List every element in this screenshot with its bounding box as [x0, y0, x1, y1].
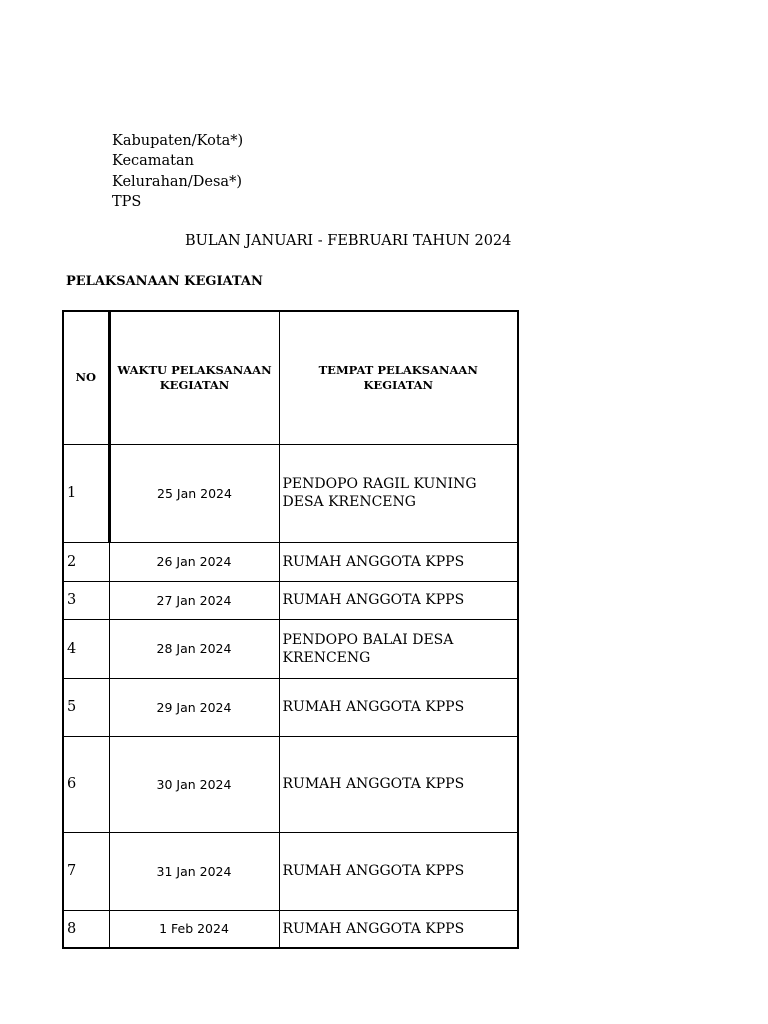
cell-no: 2: [63, 542, 109, 581]
table-row: [63, 619, 518, 678]
cell-waktu: 30 Jan 2024: [109, 736, 279, 832]
kegiatan-table: [62, 310, 519, 949]
cell-waktu: 28 Jan 2024: [109, 619, 279, 678]
cell-waktu: 29 Jan 2024: [109, 678, 279, 736]
header-line-kecamatan: Kecamatan: [112, 153, 194, 170]
cell-tempat: RUMAH ANGGOTA KPPS: [279, 910, 518, 948]
table-row: [63, 444, 518, 542]
table-row: [63, 736, 518, 832]
cell-tempat: RUMAH ANGGOTA KPPS: [279, 736, 518, 832]
period-title: BULAN JANUARI - FEBRUARI TAHUN 2024: [185, 233, 512, 249]
header-no: NO: [63, 311, 109, 444]
cell-no: 8: [63, 910, 109, 948]
header-line-kabupaten: Kabupaten/Kota*): [112, 133, 244, 149]
cell-waktu: 25 Jan 2024: [109, 444, 279, 542]
table-row: [63, 678, 518, 736]
header-line-kelurahan: Kelurahan/Desa*): [112, 173, 242, 190]
cell-waktu: 1 Feb 2024: [109, 910, 279, 948]
header-tempat: TEMPAT PELAKSANAAN KEGIATAN: [279, 311, 518, 444]
cell-tempat: RUMAH ANGGOTA KPPS: [279, 832, 518, 910]
address-header: [112, 131, 243, 212]
cell-tempat: PENDOPO BALAI DESA KRENCENG: [279, 619, 518, 678]
cell-waktu: 27 Jan 2024: [109, 581, 279, 619]
table-header-row: [63, 311, 518, 444]
section-title: PELAKSANAAN KEGIATAN: [66, 274, 263, 289]
cell-no: 3: [63, 581, 109, 619]
cell-no: 1: [63, 444, 109, 542]
cell-waktu: 26 Jan 2024: [109, 542, 279, 581]
cell-tempat: RUMAH ANGGOTA KPPS: [279, 678, 518, 736]
cell-no: 4: [63, 619, 109, 678]
cell-tempat: PENDOPO RAGIL KUNING DESA KRENCENG: [279, 444, 518, 542]
table-row: [63, 581, 518, 619]
cell-waktu: 31 Jan 2024: [109, 832, 279, 910]
table-row: [63, 910, 518, 948]
table-row: [63, 832, 518, 910]
cell-tempat: RUMAH ANGGOTA KPPS: [279, 542, 518, 581]
cell-no: 5: [63, 678, 109, 736]
header-waktu: WAKTU PELAKSANAAN KEGIATAN: [109, 311, 279, 444]
table-row: [63, 542, 518, 581]
header-line-tps: TPS: [112, 193, 142, 210]
cell-no: 6: [63, 736, 109, 832]
cell-tempat: RUMAH ANGGOTA KPPS: [279, 581, 518, 619]
cell-no: 7: [63, 832, 109, 910]
